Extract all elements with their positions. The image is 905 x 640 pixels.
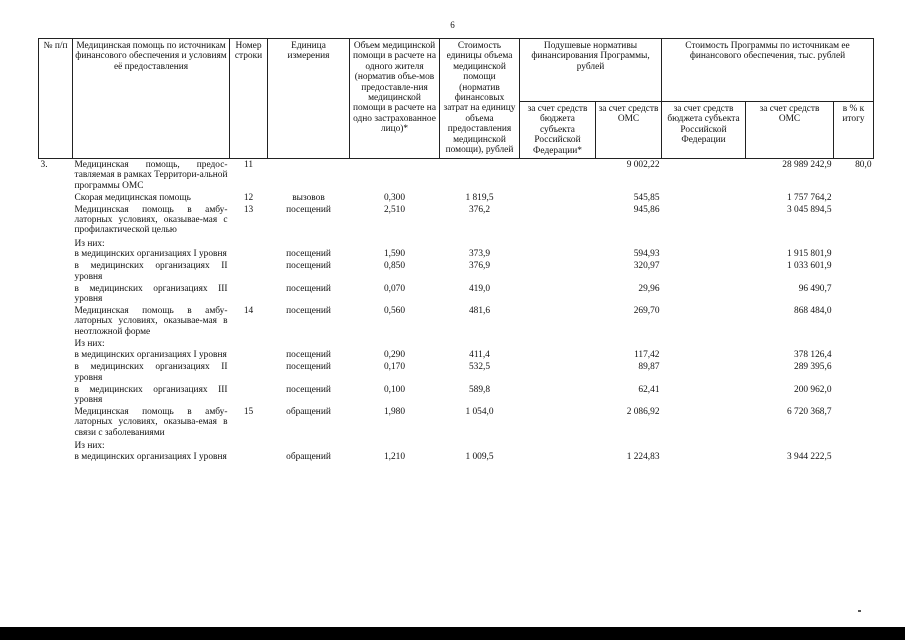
table-header: [39, 39, 874, 159]
row-total-oms: 1 033 601,9: [786, 261, 832, 272]
row-percap-regional: [520, 385, 596, 407]
row-name: Из них:: [74, 238, 105, 249]
row-total-pct: [834, 193, 874, 205]
row-percap-regional: [520, 249, 596, 261]
row-num: [39, 362, 73, 384]
row-percap-oms: 1 224,83: [626, 451, 660, 462]
row-percap-regional: [520, 284, 596, 306]
row-total-pct: [834, 339, 874, 351]
row-volume: [350, 239, 440, 249]
header-num: № п/п: [39, 39, 73, 159]
row-percap-oms: [596, 441, 662, 451]
row-num: [39, 407, 73, 441]
row-num: [39, 441, 73, 451]
row-total-oms: 289 395,6: [794, 362, 832, 373]
row-percap-regional: [520, 350, 596, 362]
table-row: [39, 452, 874, 462]
row-total-regional: [662, 239, 746, 249]
row-percap-regional: [520, 452, 596, 462]
table-body: [39, 159, 874, 462]
row-volume: [350, 339, 440, 351]
row-total-regional: [662, 385, 746, 407]
row-volume: 1,980: [383, 406, 406, 417]
row-total-regional: [662, 407, 746, 441]
row-cost: 411,4: [469, 350, 490, 361]
row-unit: обращений: [286, 406, 331, 417]
row-line: 15: [243, 406, 254, 417]
row-name: Медицинская помощь, предос-тавляемая в рамках Территори-альной программы ОМС: [74, 160, 228, 191]
row-total-regional: [662, 339, 746, 351]
row-total-pct: 80,0: [855, 160, 872, 171]
row-percap-regional: [520, 339, 596, 351]
row-name: в медицинских организациях III уровня: [74, 283, 228, 304]
row-percap-regional: [520, 407, 596, 441]
row-total-regional: [662, 306, 746, 339]
row-num: [39, 339, 73, 351]
row-num: [39, 205, 73, 239]
row-percap-oms: 269,70: [633, 305, 660, 316]
row-total-regional: [662, 284, 746, 306]
row-total-regional: [662, 193, 746, 205]
row-total-regional: [662, 362, 746, 384]
header-total-oms: за счет средств ОМС: [746, 102, 834, 159]
row-total-oms: 96 490,7: [798, 283, 832, 294]
row-name: в медицинских организациях I уровня: [74, 249, 227, 260]
row-total-pct: [834, 350, 874, 362]
row-cost: 532,5: [468, 362, 491, 373]
table-row: [39, 193, 874, 205]
row-total-pct: [834, 407, 874, 441]
row-percap-oms: 89,87: [638, 362, 660, 373]
header-line: Номер строки: [230, 39, 268, 159]
row-cost: 1 819,5: [465, 192, 494, 203]
table-row: [39, 249, 874, 261]
row-total-oms: 378 126,4: [794, 350, 832, 361]
row-cost: 1 009,5: [465, 451, 494, 462]
row-name: в медицинских организациях II уровня: [74, 261, 228, 282]
row-name: Из них:: [74, 441, 105, 452]
table-row: [39, 306, 874, 339]
row-total-oms: 28 989 242,9: [782, 160, 832, 171]
row-line: [230, 452, 268, 462]
row-volume: 1,210: [383, 451, 406, 462]
row-percap-oms: [596, 339, 662, 351]
row-line: 11: [243, 160, 254, 171]
row-cost: 373,9: [468, 249, 491, 260]
row-cost: 376,9: [468, 261, 491, 272]
row-line: [230, 261, 268, 283]
row-total-oms: 3 944 222,5: [786, 451, 832, 462]
row-unit: [268, 339, 350, 351]
row-name: Медицинская помощь в амбу-латорных условиях, оказыва-емая в связи с заболеваниями: [74, 406, 228, 438]
row-percap-oms: 29,96: [638, 283, 660, 294]
header-percap: Подушевые нормативы финансирования Программы, рублей: [520, 39, 662, 102]
row-total-pct: [834, 239, 874, 249]
row-name: Медицинская помощь в амбу-латорных условиях, оказывае-мая в неотложной форме: [74, 305, 228, 337]
row-percap-oms: 2 086,92: [626, 406, 660, 417]
row-num: [39, 261, 73, 283]
row-total-pct: [834, 362, 874, 384]
row-total-pct: [834, 284, 874, 306]
row-total-oms: 1 915 801,9: [786, 249, 832, 260]
row-cost: 1 054,0: [465, 406, 494, 417]
header-name: Медицинская помощь по источникам финансового обеспечения и условиям её предоставления: [73, 39, 230, 159]
row-num: [39, 306, 73, 339]
row-line: [230, 339, 268, 351]
row-unit: посещений: [286, 350, 331, 361]
row-total-regional: [662, 249, 746, 261]
row-volume: 0,300: [383, 192, 406, 203]
row-unit: посещений: [286, 384, 331, 395]
row-percap-oms: 545,85: [633, 192, 660, 203]
header-total-pct: в % к итогу: [834, 102, 874, 159]
row-total-pct: [834, 385, 874, 407]
header-total: Стоимость Программы по источникам ее финансового обеспечения, тыс. рублей: [662, 39, 874, 102]
row-line: [230, 284, 268, 306]
row-total-oms: 6 720 368,7: [786, 406, 832, 417]
financing-table: [38, 38, 874, 462]
table-row: [39, 385, 874, 407]
row-unit: [268, 239, 350, 249]
row-num: 3.: [40, 160, 48, 171]
row-cost: 481,6: [468, 305, 491, 316]
row-percap-regional: [520, 441, 596, 451]
row-name: в медицинских организациях III уровня: [74, 384, 228, 406]
row-num: [39, 284, 73, 306]
row-total-regional: [662, 441, 746, 451]
row-percap-regional: [520, 193, 596, 205]
row-volume: 0,070: [383, 283, 406, 294]
row-total-pct: [834, 441, 874, 451]
row-line: [230, 350, 268, 362]
row-total-oms: [746, 339, 834, 351]
row-total-regional: [662, 350, 746, 362]
page-number: 6: [450, 20, 455, 30]
row-name: в медицинских организациях II уровня: [74, 362, 228, 383]
row-total-oms: [746, 441, 834, 451]
row-unit: посещений: [286, 249, 331, 260]
row-line: 14: [243, 305, 254, 316]
row-percap-regional: [520, 306, 596, 339]
row-unit: посещений: [286, 283, 331, 294]
row-percap-oms: 117,42: [634, 350, 660, 361]
row-total-pct: [834, 306, 874, 339]
row-num: [39, 249, 73, 261]
row-percap-oms: 9 002,22: [626, 160, 660, 171]
row-percap-oms: 594,93: [633, 249, 660, 260]
table-row: [39, 362, 874, 384]
row-total-oms: 868 484,0: [794, 305, 832, 316]
row-name: Скорая медицинская помощь: [74, 192, 191, 203]
row-unit: [268, 441, 350, 451]
row-total-pct: [834, 261, 874, 283]
table-row: [39, 284, 874, 306]
row-total-oms: [746, 239, 834, 249]
row-line: 12: [243, 192, 254, 203]
row-name: Медицинская помощь в амбу-латорных условиях, оказывае-мая с профилактической целью: [74, 204, 228, 236]
row-unit: вызовов: [292, 192, 325, 203]
row-percap-regional: [520, 159, 596, 193]
row-line: [230, 385, 268, 407]
row-total-regional: [662, 261, 746, 283]
row-total-oms: 1 757 764,2: [786, 192, 832, 203]
row-percap-oms: 320,97: [633, 261, 660, 272]
row-num: [39, 193, 73, 205]
row-volume: 0,100: [383, 384, 406, 395]
row-unit: [268, 159, 350, 193]
row-name: в медицинских организациях I уровня: [74, 451, 227, 462]
row-total-regional: [662, 452, 746, 462]
row-volume: 0,290: [383, 350, 406, 361]
header-total-regional: за счет средств бюджета субъекта Российской Федерации: [662, 102, 746, 159]
table-row: [39, 407, 874, 441]
row-percap-regional: [520, 362, 596, 384]
row-line: [230, 362, 268, 384]
row-total-pct: [834, 452, 874, 462]
table-row: [39, 261, 874, 283]
header-volume: Объем медицинской помощи в расчете на одного жителя (норматив объе-мов предоставле-ния медицинской помощи в расчете на одно застрахованное лицо)*: [350, 39, 440, 159]
row-percap-oms: [596, 239, 662, 249]
row-total-pct: [834, 205, 874, 239]
row-unit: посещений: [286, 305, 331, 316]
row-percap-regional: [520, 261, 596, 283]
row-percap-regional: [520, 205, 596, 239]
row-line: [230, 249, 268, 261]
header-percap-regional: за счет средств бюджета субъекта Российской Федерации*: [520, 102, 596, 159]
row-cost: 589,8: [468, 384, 491, 395]
table-row: [39, 441, 874, 451]
row-name: Из них:: [74, 338, 105, 349]
row-volume: 2,510: [383, 204, 406, 215]
row-cost: 419,0: [468, 283, 491, 294]
row-num: [39, 452, 73, 462]
row-volume: 1,590: [383, 249, 406, 260]
row-cost: [440, 239, 520, 249]
row-volume: 0,850: [383, 261, 406, 272]
row-cost: [440, 339, 520, 351]
row-volume: [350, 441, 440, 451]
row-cost: [440, 441, 520, 451]
row-unit: обращений: [286, 451, 331, 462]
row-unit: посещений: [286, 204, 331, 215]
table-row: [39, 350, 874, 362]
row-volume: 0,170: [383, 362, 406, 373]
row-num: [39, 385, 73, 407]
row-total-pct: [834, 249, 874, 261]
table-row: [39, 339, 874, 351]
row-total-oms: 3 045 894,5: [786, 204, 832, 215]
row-line: [230, 239, 268, 249]
header-unit: Единица измерения: [268, 39, 350, 159]
table-row: [39, 159, 874, 193]
row-name: в медицинских организациях I уровня: [74, 350, 227, 361]
row-line: [230, 441, 268, 451]
row-total-oms: 200 962,0: [794, 384, 832, 395]
row-unit: посещений: [286, 362, 331, 373]
row-volume: 0,560: [383, 305, 406, 316]
row-line: 13: [243, 204, 254, 215]
row-volume: [350, 159, 440, 193]
row-num: [39, 350, 73, 362]
table-row: [39, 205, 874, 239]
header-percap-oms: за счет средств ОМС: [596, 102, 662, 159]
scan-bottom-edge: [0, 627, 905, 640]
table-row: [39, 239, 874, 249]
row-cost: 376,2: [468, 204, 491, 215]
row-percap-oms: 62,41: [638, 384, 660, 395]
row-percap-regional: [520, 239, 596, 249]
row-total-regional: [662, 205, 746, 239]
scan-speck: [858, 610, 861, 612]
row-percap-oms: 945,86: [633, 204, 660, 215]
row-cost: [440, 159, 520, 193]
row-num: [39, 239, 73, 249]
header-cost: Стоимость единицы объема медицинской помощи (норматив финансовых затрат на единицу объема предоставления медицинской помощи), рублей: [440, 39, 520, 159]
row-total-regional: [662, 159, 746, 193]
row-unit: посещений: [286, 261, 331, 272]
